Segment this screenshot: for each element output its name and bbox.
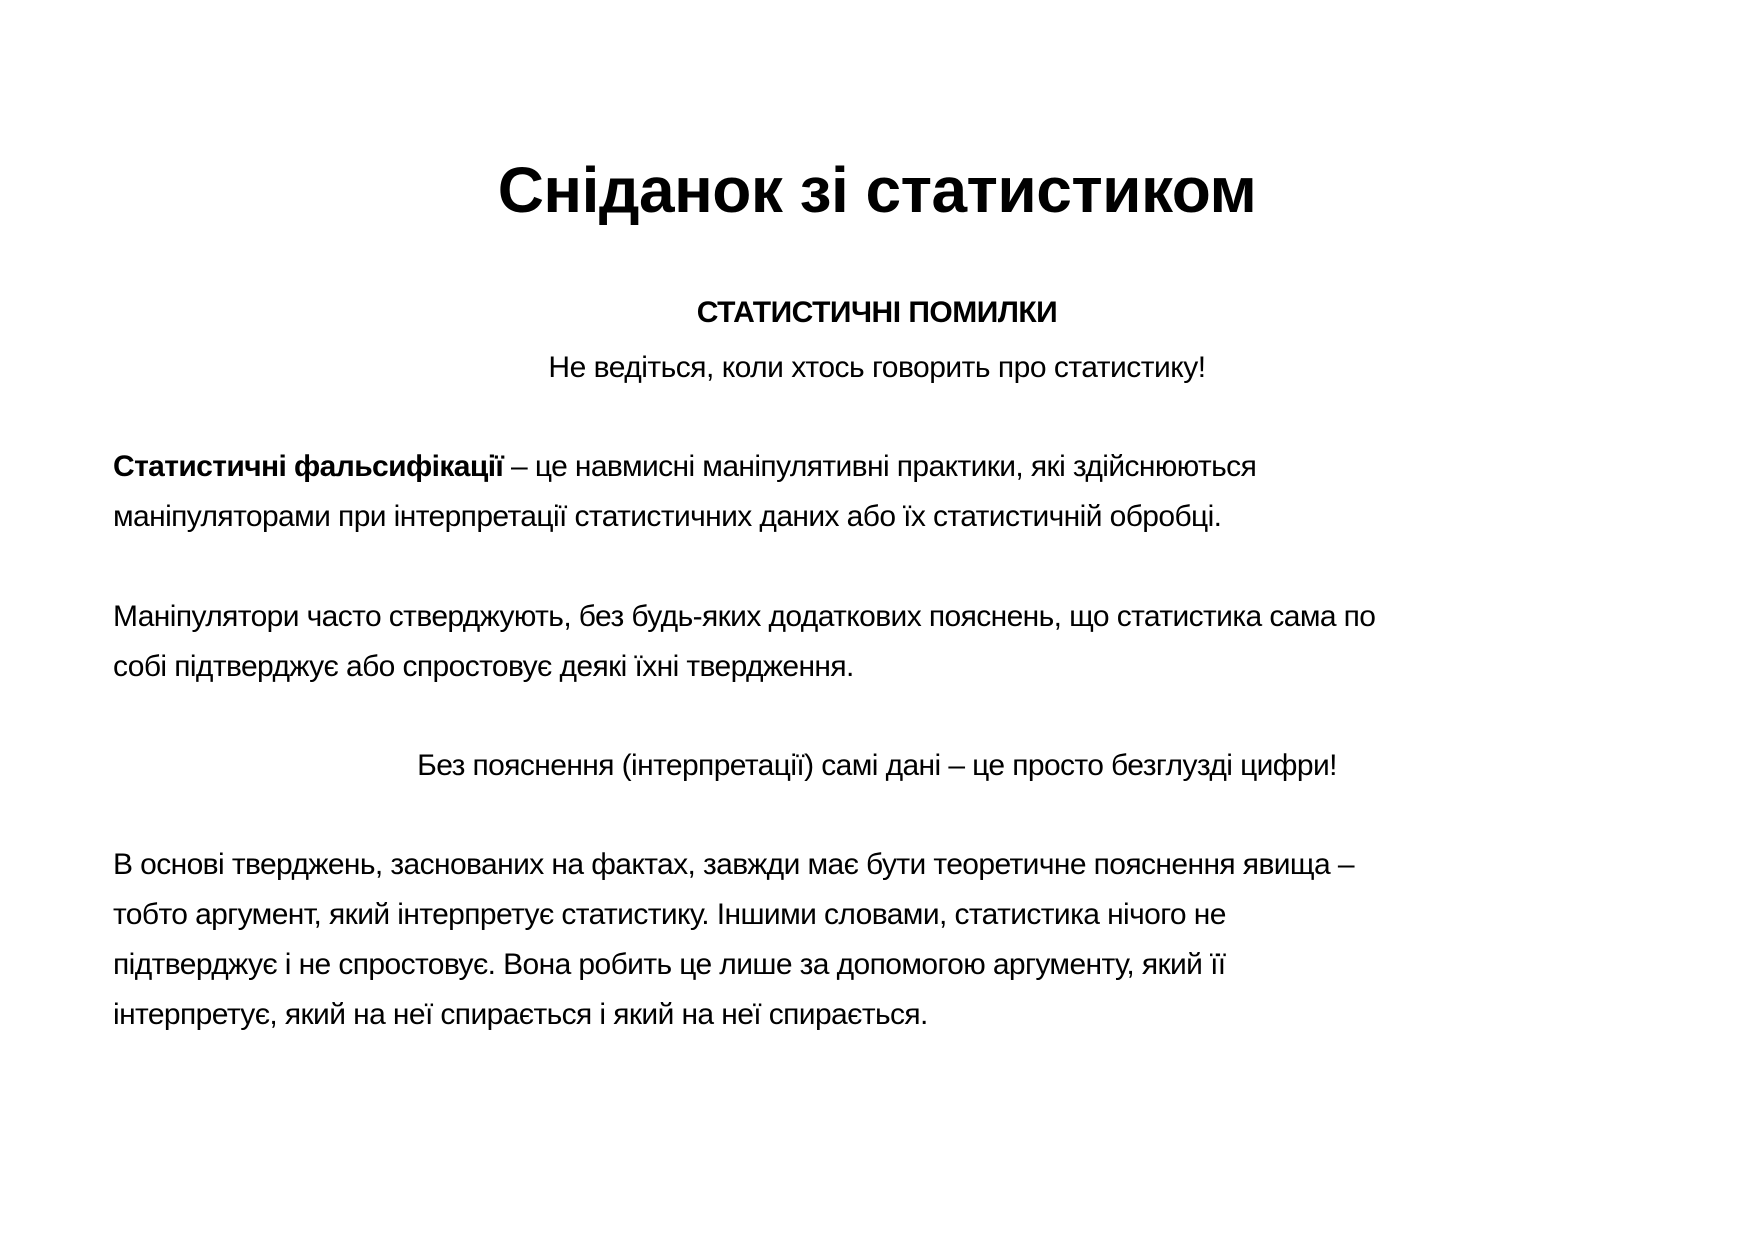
paragraph-definition-line-1 bbox=[113, 442, 1653, 492]
section-heading: СТАТИСТИЧНІ ПОМИЛКИ bbox=[696, 296, 1058, 329]
tagline: Не ведіться, коли хтось говорить про статистику! bbox=[548, 351, 1206, 384]
document-title: Сніданок зі статистиком bbox=[497, 154, 1257, 226]
paragraph-argument-line-4: інтерпретує, який на неї спирається і який на неї спирається. bbox=[113, 998, 928, 1031]
paragraph-argument bbox=[113, 840, 1653, 1040]
paragraph-argument-line-3: підтверджує і не спростовує. Вона робить це лише за допомогою аргументу, який її bbox=[113, 948, 1226, 981]
paragraph-key-statement bbox=[0, 741, 1754, 791]
paragraph-manipulators-line-1: Маніпулятори часто стверджують, без будь-яких додаткових пояснень, що статистика сама по bbox=[113, 600, 1376, 633]
key-statement-text: Без пояснення (інтерпретації) самі дані – це просто безглузді цифри! bbox=[417, 749, 1337, 782]
paragraph-definition bbox=[113, 442, 1653, 542]
paragraph-definition-line-2: маніпуляторами при інтерпретації статистичних даних або їх статистичній обробці. bbox=[113, 500, 1222, 533]
defined-term: Статистичні фальсифікації bbox=[113, 450, 504, 483]
paragraph-argument-line-1: В основі тверджень, заснованих на фактах, завжди має бути теоретичне пояснення явища – bbox=[113, 848, 1354, 881]
paragraph-argument-line-2: тобто аргумент, який інтерпретує статистику. Іншими словами, статистика нічого не bbox=[113, 898, 1226, 931]
paragraph-manipulators-line-2: собі підтверджує або спростовує деякі їхні твердження. bbox=[113, 650, 854, 683]
definition-text: – це навмисні маніпулятивні практики, які здійснюються bbox=[503, 450, 1257, 483]
paragraph-manipulators bbox=[113, 592, 1653, 692]
